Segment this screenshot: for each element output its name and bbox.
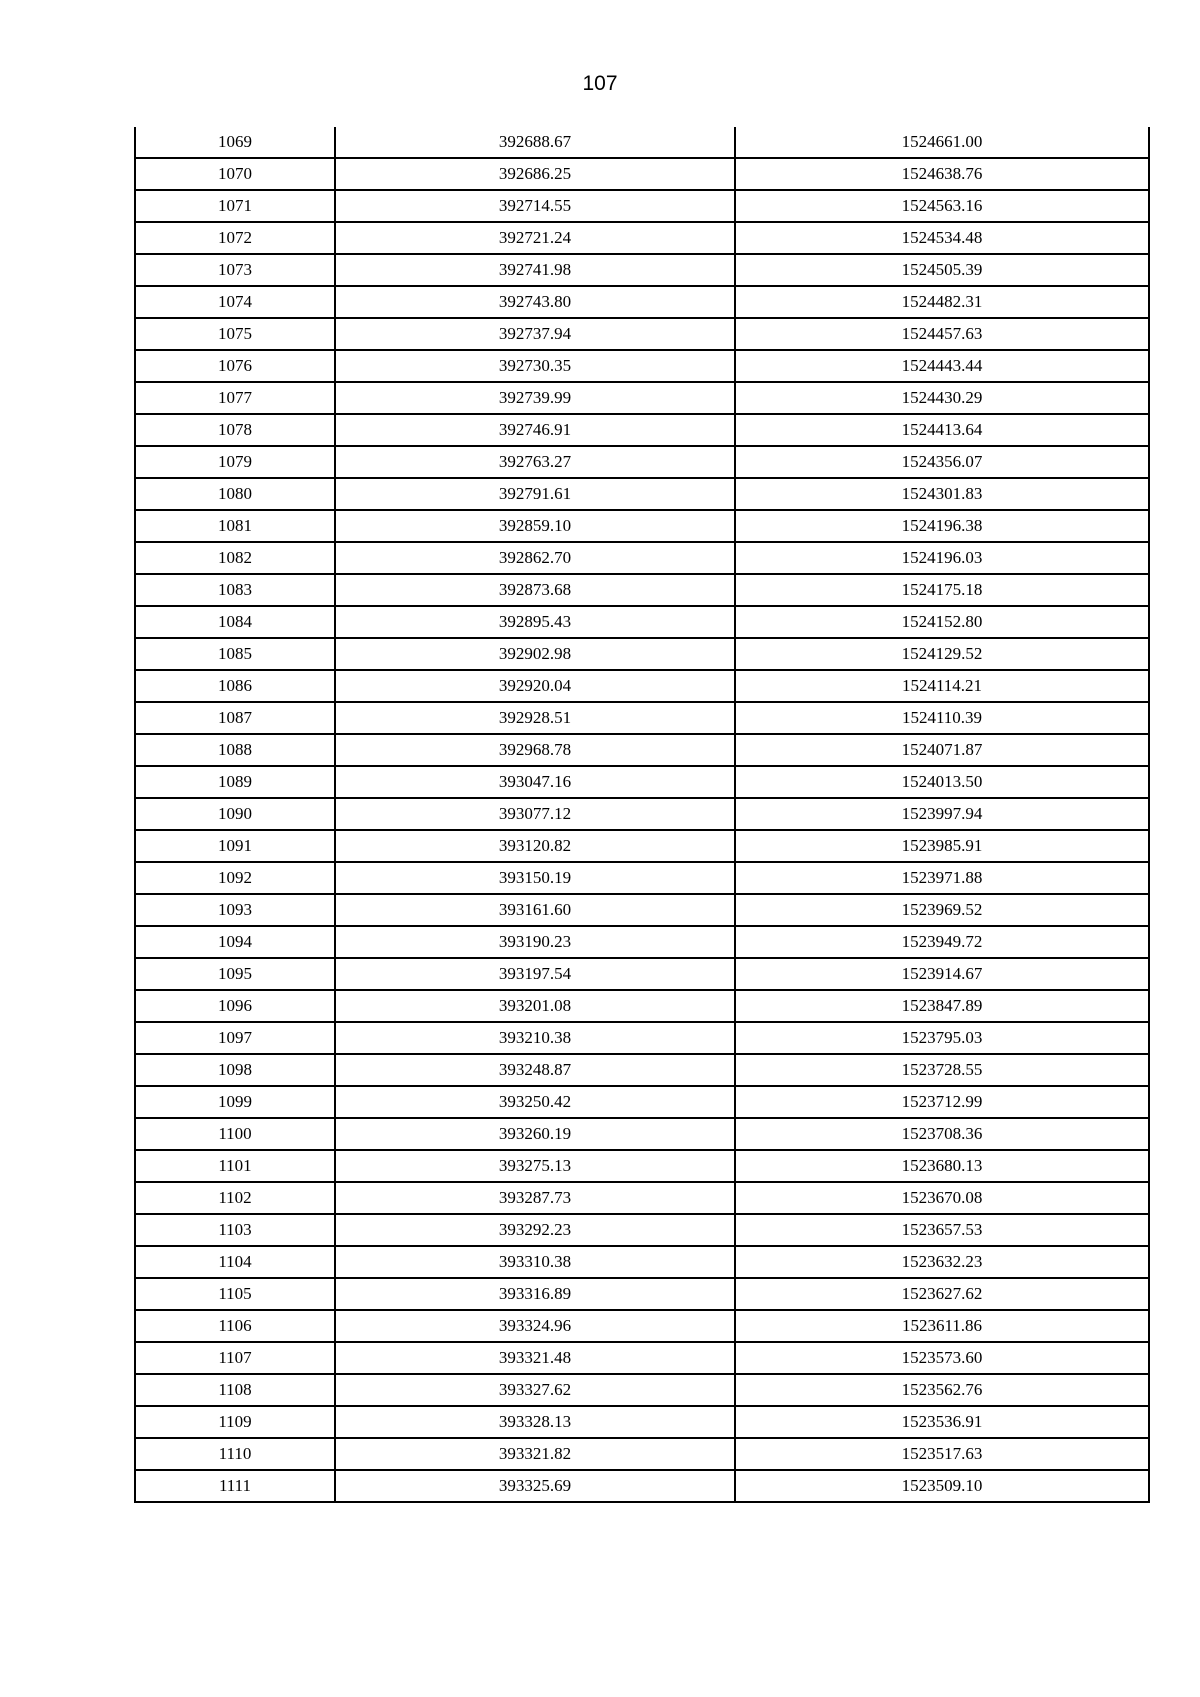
x-coordinate-cell: 392895.43: [335, 606, 735, 638]
table-row: [135, 1374, 1149, 1406]
table-row: [135, 510, 1149, 542]
x-coordinate-cell: 392746.91: [335, 414, 735, 446]
point-number-cell: 1111: [135, 1470, 335, 1502]
x-coordinate-cell: 392862.70: [335, 542, 735, 574]
point-number-cell: 1109: [135, 1406, 335, 1438]
y-coordinate-cell: 1523517.63: [735, 1438, 1149, 1470]
point-number-cell: 1081: [135, 510, 335, 542]
table-row: [135, 318, 1149, 350]
x-coordinate-cell: 393047.16: [335, 766, 735, 798]
point-number-cell: 1077: [135, 382, 335, 414]
x-coordinate-cell: 393077.12: [335, 798, 735, 830]
y-coordinate-cell: 1524071.87: [735, 734, 1149, 766]
table-row: [135, 638, 1149, 670]
point-number-cell: 1100: [135, 1118, 335, 1150]
table-row: [135, 958, 1149, 990]
y-coordinate-cell: 1523985.91: [735, 830, 1149, 862]
x-coordinate-cell: 393210.38: [335, 1022, 735, 1054]
x-coordinate-cell: 393250.42: [335, 1086, 735, 1118]
y-coordinate-cell: 1524534.48: [735, 222, 1149, 254]
table-row: [135, 734, 1149, 766]
table-row: [135, 894, 1149, 926]
x-coordinate-cell: 392763.27: [335, 446, 735, 478]
x-coordinate-cell: 393287.73: [335, 1182, 735, 1214]
table-row: [135, 127, 1149, 158]
y-coordinate-cell: 1523914.67: [735, 958, 1149, 990]
y-coordinate-cell: 1523949.72: [735, 926, 1149, 958]
table-row: [135, 350, 1149, 382]
point-number-cell: 1090: [135, 798, 335, 830]
point-number-cell: 1080: [135, 478, 335, 510]
table-row: [135, 1310, 1149, 1342]
table-row: [135, 190, 1149, 222]
table-row: [135, 606, 1149, 638]
x-coordinate-cell: 393292.23: [335, 1214, 735, 1246]
point-number-cell: 1071: [135, 190, 335, 222]
point-number-cell: 1110: [135, 1438, 335, 1470]
y-coordinate-cell: 1523573.60: [735, 1342, 1149, 1374]
point-number-cell: 1088: [135, 734, 335, 766]
table-row: [135, 862, 1149, 894]
point-number-cell: 1084: [135, 606, 335, 638]
x-coordinate-cell: 392968.78: [335, 734, 735, 766]
y-coordinate-cell: 1524563.16: [735, 190, 1149, 222]
coordinates-table-body: [135, 127, 1149, 1502]
table-row: [135, 1022, 1149, 1054]
y-coordinate-cell: 1523611.86: [735, 1310, 1149, 1342]
point-number-cell: 1102: [135, 1182, 335, 1214]
y-coordinate-cell: 1524413.64: [735, 414, 1149, 446]
y-coordinate-cell: 1524661.00: [735, 127, 1149, 158]
x-coordinate-cell: 392737.94: [335, 318, 735, 350]
y-coordinate-cell: 1523657.53: [735, 1214, 1149, 1246]
table-row: [135, 766, 1149, 798]
x-coordinate-cell: 393150.19: [335, 862, 735, 894]
table-row: [135, 446, 1149, 478]
point-number-cell: 1091: [135, 830, 335, 862]
x-coordinate-cell: 393321.82: [335, 1438, 735, 1470]
y-coordinate-cell: 1523708.36: [735, 1118, 1149, 1150]
table-row: [135, 286, 1149, 318]
table-row: [135, 1278, 1149, 1310]
point-number-cell: 1099: [135, 1086, 335, 1118]
y-coordinate-cell: 1523969.52: [735, 894, 1149, 926]
x-coordinate-cell: 392743.80: [335, 286, 735, 318]
table-row: [135, 158, 1149, 190]
point-number-cell: 1073: [135, 254, 335, 286]
point-number-cell: 1086: [135, 670, 335, 702]
table-row: [135, 1438, 1149, 1470]
point-number-cell: 1092: [135, 862, 335, 894]
point-number-cell: 1087: [135, 702, 335, 734]
y-coordinate-cell: 1523509.10: [735, 1470, 1149, 1502]
x-coordinate-cell: 392928.51: [335, 702, 735, 734]
table-row: [135, 798, 1149, 830]
y-coordinate-cell: 1523680.13: [735, 1150, 1149, 1182]
point-number-cell: 1069: [135, 127, 335, 158]
y-coordinate-cell: 1524356.07: [735, 446, 1149, 478]
y-coordinate-cell: 1523632.23: [735, 1246, 1149, 1278]
x-coordinate-cell: 392920.04: [335, 670, 735, 702]
y-coordinate-cell: 1524196.03: [735, 542, 1149, 574]
x-coordinate-cell: 393328.13: [335, 1406, 735, 1438]
x-coordinate-cell: 393310.38: [335, 1246, 735, 1278]
x-coordinate-cell: 392902.98: [335, 638, 735, 670]
point-number-cell: 1074: [135, 286, 335, 318]
point-number-cell: 1079: [135, 446, 335, 478]
point-number-cell: 1104: [135, 1246, 335, 1278]
y-coordinate-cell: 1524175.18: [735, 574, 1149, 606]
table-row: [135, 542, 1149, 574]
y-coordinate-cell: 1523536.91: [735, 1406, 1149, 1438]
point-number-cell: 1095: [135, 958, 335, 990]
y-coordinate-cell: 1523562.76: [735, 1374, 1149, 1406]
x-coordinate-cell: 392873.68: [335, 574, 735, 606]
x-coordinate-cell: 393248.87: [335, 1054, 735, 1086]
x-coordinate-cell: 393197.54: [335, 958, 735, 990]
x-coordinate-cell: 393161.60: [335, 894, 735, 926]
table-row: [135, 702, 1149, 734]
y-coordinate-cell: 1524430.29: [735, 382, 1149, 414]
x-coordinate-cell: 392739.99: [335, 382, 735, 414]
y-coordinate-cell: 1524638.76: [735, 158, 1149, 190]
y-coordinate-cell: 1524013.50: [735, 766, 1149, 798]
table-row: [135, 1150, 1149, 1182]
point-number-cell: 1105: [135, 1278, 335, 1310]
table-row: [135, 478, 1149, 510]
table-row: [135, 1406, 1149, 1438]
x-coordinate-cell: 393324.96: [335, 1310, 735, 1342]
table-row: [135, 830, 1149, 862]
point-number-cell: 1089: [135, 766, 335, 798]
y-coordinate-cell: 1524110.39: [735, 702, 1149, 734]
point-number-cell: 1101: [135, 1150, 335, 1182]
y-coordinate-cell: 1523847.89: [735, 990, 1149, 1022]
point-number-cell: 1103: [135, 1214, 335, 1246]
x-coordinate-cell: 392741.98: [335, 254, 735, 286]
point-number-cell: 1098: [135, 1054, 335, 1086]
y-coordinate-cell: 1524482.31: [735, 286, 1149, 318]
table-row: [135, 670, 1149, 702]
y-coordinate-cell: 1523795.03: [735, 1022, 1149, 1054]
table-row: [135, 254, 1149, 286]
y-coordinate-cell: 1524196.38: [735, 510, 1149, 542]
point-number-cell: 1072: [135, 222, 335, 254]
table-row: [135, 1118, 1149, 1150]
page-number: 107: [582, 72, 618, 95]
point-number-cell: 1106: [135, 1310, 335, 1342]
point-number-cell: 1096: [135, 990, 335, 1022]
x-coordinate-cell: 393201.08: [335, 990, 735, 1022]
point-number-cell: 1076: [135, 350, 335, 382]
x-coordinate-cell: 393327.62: [335, 1374, 735, 1406]
y-coordinate-cell: 1524505.39: [735, 254, 1149, 286]
x-coordinate-cell: 392859.10: [335, 510, 735, 542]
table-row: [135, 1054, 1149, 1086]
x-coordinate-cell: 393321.48: [335, 1342, 735, 1374]
x-coordinate-cell: 393275.13: [335, 1150, 735, 1182]
point-number-cell: 1108: [135, 1374, 335, 1406]
x-coordinate-cell: 393325.69: [335, 1470, 735, 1502]
y-coordinate-cell: 1523728.55: [735, 1054, 1149, 1086]
y-coordinate-cell: 1524457.63: [735, 318, 1149, 350]
x-coordinate-cell: 392721.24: [335, 222, 735, 254]
x-coordinate-cell: 392791.61: [335, 478, 735, 510]
point-number-cell: 1082: [135, 542, 335, 574]
point-number-cell: 1075: [135, 318, 335, 350]
table-row: [135, 1470, 1149, 1502]
table-row: [135, 990, 1149, 1022]
point-number-cell: 1078: [135, 414, 335, 446]
table-row: [135, 1246, 1149, 1278]
point-number-cell: 1094: [135, 926, 335, 958]
coordinates-table: [134, 127, 1150, 1503]
point-number-cell: 1093: [135, 894, 335, 926]
y-coordinate-cell: 1524152.80: [735, 606, 1149, 638]
y-coordinate-cell: 1523670.08: [735, 1182, 1149, 1214]
x-coordinate-cell: 392730.35: [335, 350, 735, 382]
x-coordinate-cell: 393260.19: [335, 1118, 735, 1150]
y-coordinate-cell: 1524129.52: [735, 638, 1149, 670]
x-coordinate-cell: 392714.55: [335, 190, 735, 222]
y-coordinate-cell: 1523712.99: [735, 1086, 1149, 1118]
table-row: [135, 1182, 1149, 1214]
point-number-cell: 1085: [135, 638, 335, 670]
table-row: [135, 414, 1149, 446]
y-coordinate-cell: 1523971.88: [735, 862, 1149, 894]
y-coordinate-cell: 1524443.44: [735, 350, 1149, 382]
table-row: [135, 1086, 1149, 1118]
y-coordinate-cell: 1524114.21: [735, 670, 1149, 702]
point-number-cell: 1097: [135, 1022, 335, 1054]
table-row: [135, 1342, 1149, 1374]
point-number-cell: 1083: [135, 574, 335, 606]
y-coordinate-cell: 1523997.94: [735, 798, 1149, 830]
table-row: [135, 926, 1149, 958]
table-row: [135, 1214, 1149, 1246]
x-coordinate-cell: 393316.89: [335, 1278, 735, 1310]
y-coordinate-cell: 1524301.83: [735, 478, 1149, 510]
table-row: [135, 574, 1149, 606]
y-coordinate-cell: 1523627.62: [735, 1278, 1149, 1310]
point-number-cell: 1070: [135, 158, 335, 190]
x-coordinate-cell: 393120.82: [335, 830, 735, 862]
table-row: [135, 382, 1149, 414]
x-coordinate-cell: 392686.25: [335, 158, 735, 190]
x-coordinate-cell: 393190.23: [335, 926, 735, 958]
point-number-cell: 1107: [135, 1342, 335, 1374]
table-row: [135, 222, 1149, 254]
x-coordinate-cell: 392688.67: [335, 127, 735, 158]
